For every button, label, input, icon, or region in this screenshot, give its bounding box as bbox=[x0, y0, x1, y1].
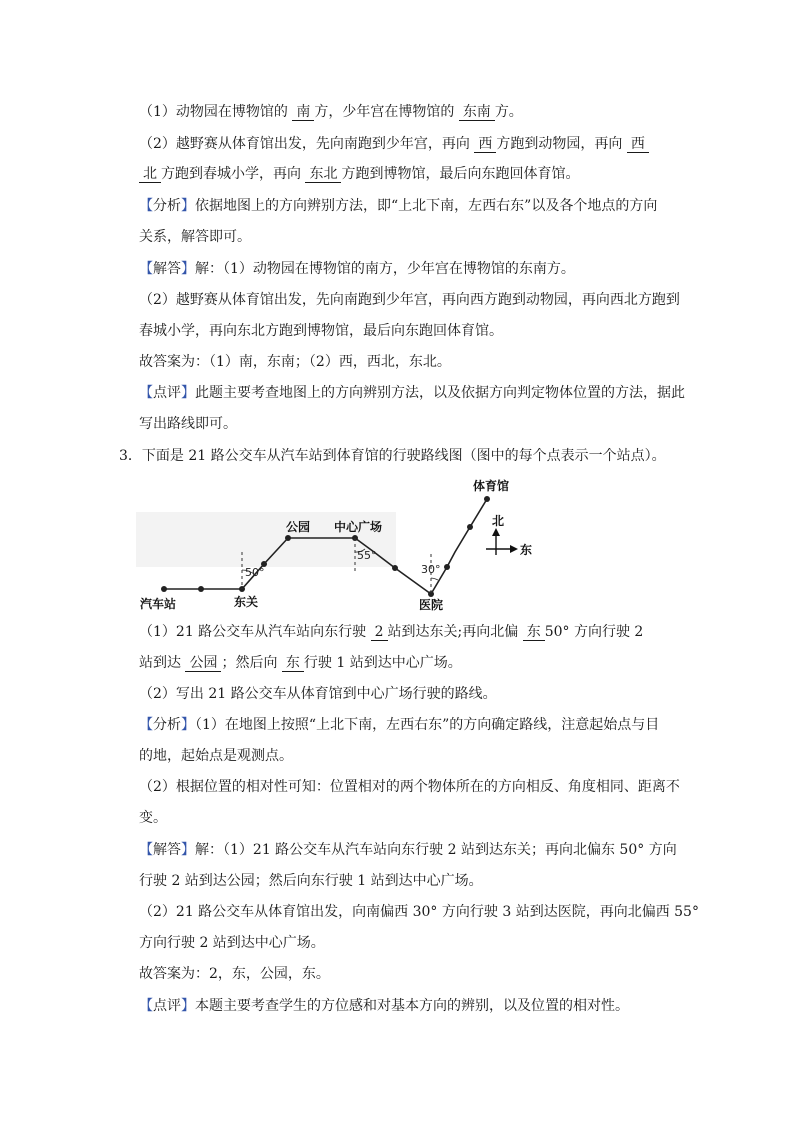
blank-2: 2 bbox=[371, 624, 388, 641]
label-dongguan: 东关 bbox=[234, 595, 259, 609]
label-stadium: 体育馆 bbox=[473, 479, 510, 493]
q3-part1-line2: 站到达 公园 ；然后向 东 行驶 1 站到达中心广场。 bbox=[139, 655, 462, 671]
angle-arc-30 bbox=[431, 578, 438, 580]
compass-north-label: 北 bbox=[492, 514, 505, 528]
label-hospital: 医院 bbox=[419, 598, 444, 612]
q3-answer-line3: （2）21 路公交车从体育馆出发，向南偏西 30° 方向行驶 3 站到达医院，再向北偏西 55° bbox=[139, 904, 699, 920]
q3-analysis-line2: 的地，起始点是观测点。 bbox=[139, 748, 293, 764]
station-dot bbox=[198, 586, 204, 592]
angle-label-30: 30° bbox=[421, 563, 441, 576]
q2-answer-line2: （2）越野赛从体育馆出发，先向南跑到少年宫，再向西方跑到动物园，再向西北方跑到 bbox=[139, 292, 680, 308]
q2-comment-line2: 写出路线即可。 bbox=[139, 416, 237, 432]
q3-part2: （2）写出 21 路公交车从体育馆到中心广场行驶的路线。 bbox=[139, 686, 497, 702]
label-bus-station: 汽车站 bbox=[140, 597, 177, 611]
q3-analysis-line1: 【分析】（1）在地图上按照“上北下南，左西右东”的方向确定路线，注意起始点与目 bbox=[139, 717, 660, 733]
q2-answer-line1: 【解答】解：（1）动物园在博物馆的南方，少年宫在博物馆的东南方。 bbox=[139, 261, 575, 277]
q3-part1-line1: （1）21 路公交车从汽车站向东行驶 2 站到达东关;再向北偏 东 50° 方向行驶 2 bbox=[139, 624, 644, 640]
q3-title: 3．下面是 21 路公交车从汽车站到体育馆的行驶路线图（图中的每个点表示一个站点）。 bbox=[119, 448, 666, 464]
q3-final-answer: 故答案为：2，东，公园，东。 bbox=[139, 966, 330, 982]
answer-tag: 解答 bbox=[153, 261, 181, 277]
q2-comment-line1: 【点评】此题主要考查地图上的方向辨别方法，以及依据方向判定物体位置的方法，据此 bbox=[139, 385, 685, 401]
station-dot bbox=[392, 565, 398, 571]
comment-tag: 点评 bbox=[153, 998, 181, 1014]
q3-analysis-line4: 变。 bbox=[139, 810, 167, 826]
q3-answer-line1: 【解答】解：（1）21 路公交车从汽车站向东行驶 2 站到达东关；再向北偏东 50° 方向 bbox=[139, 842, 677, 858]
blank-park: 公园 bbox=[185, 655, 221, 672]
q2-final-answer: 故答案为：（1）南，东南；（2）西，西北，东北。 bbox=[139, 354, 451, 370]
q2-part1: （1）动物园在博物馆的 南 方，少年宫在博物馆的 东南 方。 bbox=[139, 104, 523, 120]
compass-north-arrowhead bbox=[492, 528, 500, 536]
station-park bbox=[285, 535, 291, 541]
q3-answer-line2: 行驶 2 站到达公园；然后向东行驶 1 站到达中心广场。 bbox=[139, 873, 483, 889]
analysis-tag: 分析 bbox=[153, 717, 181, 733]
label-center-square: 中心广场 bbox=[334, 520, 383, 534]
blank-northeast: 东北 bbox=[305, 166, 341, 183]
station-dot bbox=[467, 524, 473, 530]
station-bus-station bbox=[161, 586, 167, 592]
angle-label-55: 55° bbox=[357, 549, 377, 562]
blank-northwest-b: 北 bbox=[139, 166, 161, 183]
q3-analysis-line3: （2）根据位置的相对性可知：位置相对的两个物体所在的方向相反、角度相同、距离不 bbox=[139, 779, 680, 795]
q2-part2-line2: 北 方跑到春城小学，再向 东北 方跑到博物馆，最后向东跑回体育馆。 bbox=[139, 164, 579, 184]
q3-answer-line4: 方向行驶 2 站到达中心广场。 bbox=[139, 935, 325, 951]
compass-east-label: 东 bbox=[520, 543, 533, 557]
q2-analysis-line2: 关系，解答即可。 bbox=[139, 229, 251, 245]
station-dot bbox=[444, 564, 450, 570]
answer-tag: 解答 bbox=[153, 842, 181, 858]
blank-east-b: 东 bbox=[282, 655, 304, 672]
blank-west: 西 bbox=[474, 136, 496, 153]
blank-northwest-a: 西 bbox=[627, 136, 649, 153]
blank-southeast: 东南 bbox=[459, 104, 495, 121]
compass bbox=[486, 514, 532, 557]
blank-south: 南 bbox=[292, 104, 314, 121]
q3-comment: 【点评】本题主要考查学生的方位感和对基本方向的辨别，以及位置的相对性。 bbox=[139, 998, 629, 1014]
compass-east-arrowhead bbox=[510, 545, 518, 553]
q2-answer-line3: 春城小学，再向东北方跑到博物馆，最后向东跑回体育馆。 bbox=[139, 323, 503, 339]
analysis-tag: 分析 bbox=[153, 198, 181, 214]
q2-analysis-line1: 【分析】依据地图上的方向辨别方法，即“上北下南，左西右东”以及各个地点的方向 bbox=[139, 198, 658, 214]
station-stadium bbox=[484, 496, 490, 502]
angle-label-50: 50° bbox=[245, 566, 265, 579]
comment-tag: 点评 bbox=[153, 385, 181, 401]
label-park: 公园 bbox=[286, 520, 311, 534]
route-map bbox=[136, 472, 536, 612]
blank-east-a: 东 bbox=[523, 624, 545, 641]
q2-part2-line1: （2）越野赛从体育馆出发，先向南跑到少年宫，再向 西 方跑到动物园，再向 西 bbox=[139, 134, 649, 154]
